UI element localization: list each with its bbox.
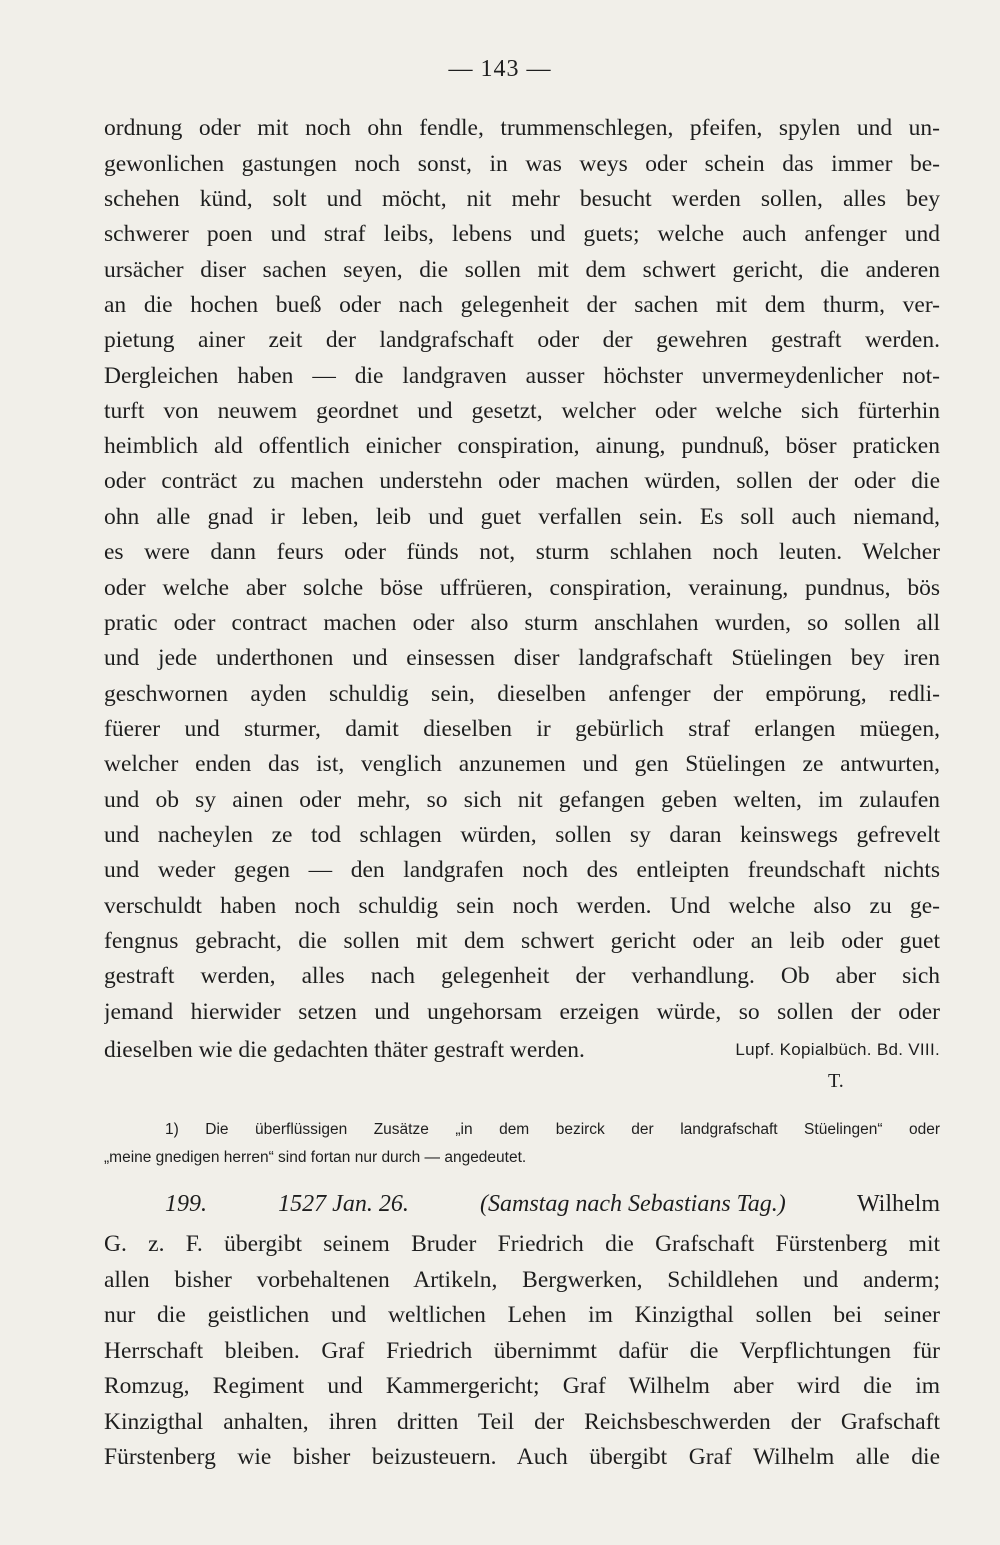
entry-heading: [165, 1188, 940, 1220]
source-reference: Lupf. Kopialbüch. Bd. VIII.: [735, 1040, 940, 1059]
text-line: und weder gegen — den landgrafen noch des entleipten freundschaft nichts: [104, 857, 940, 883]
text-line: ohn alle gnad ir leben, leib und guet verfallen sein. Es soll auch niemand,: [104, 504, 940, 530]
footnote-line: „meine gnedigen herren“ sind fortan nur durch — angedeutet.: [104, 1149, 527, 1166]
text-line: ursächer diser sachen seyen, die sollen mit dem schwert gericht, die anderen: [104, 257, 940, 283]
text-line: Kinzigthal anhalten, ihren dritten Teil der Reichsbeschwerden der Grafschaft: [104, 1409, 940, 1435]
text-line: verschuldt haben noch schuldig sein noch werden. Und welche also zu ge-: [104, 893, 940, 919]
text-line: gestraft werden, alles nach gelegenheit der verhandlung. Ob aber sich: [104, 963, 940, 989]
text-line: allen bisher vorbehaltenen Artikeln, Bergwerken, Schildlehen und anderm;: [104, 1267, 940, 1293]
text-line: es were dann feurs oder fünds not, sturm schlahen noch leuten. Welcher: [104, 539, 940, 565]
text-line: schwerer poen und straf leibs, lebens und guets; welche auch anfenger und: [104, 221, 940, 247]
text-line: welcher enden das ist, venglich anzunemen und gen Stüelingen ze antwurten,: [104, 751, 940, 777]
text-line: Romzug, Regiment und Kammergericht; Graf Wilhelm aber wird die im: [104, 1373, 940, 1399]
text-line-with-source: [104, 1035, 940, 1065]
entry-day: (Samstag nach Sebastians Tag.): [480, 1191, 786, 1217]
text-line: ordnung oder mit noch ohn fendle, trummenschlegen, pfeifen, spylen und un-: [104, 115, 940, 141]
text-line: nur die geistlichen und weltlichen Lehen im Kinzigthal sollen bei seiner: [104, 1302, 940, 1328]
text-line: fengnus gebracht, die sollen mit dem schwert gericht oder an leib oder guet: [104, 928, 940, 954]
text-line: oder conträct zu machen understehn oder machen würden, sollen der oder die: [104, 468, 940, 494]
text-line: gewonlichen gastungen noch sonst, in was weys oder schein das immer be-: [104, 151, 940, 177]
text-line: Dergleichen haben — die landgraven ausser höchster unvermeydenlicher not-: [104, 363, 940, 389]
text-line: pietung ainer zeit der landgrafschaft oder der gewehren gestraft werden.: [104, 327, 940, 353]
entry-first-word: Wilhelm: [856, 1191, 940, 1217]
text-line: Fürstenberg wie bisher beizusteuern. Auch übergibt Graf Wilhelm alle die: [104, 1444, 940, 1470]
text-line: pratic oder contract machen oder also sturm anschlahen wurden, so sollen all: [104, 610, 940, 636]
text-line: und jede underthonen und einsessen diser landgrafschaft Stüelingen bey iren: [104, 645, 940, 671]
editor-initial: T.: [828, 1070, 844, 1092]
text-line: und ob sy ainen oder mehr, so sich nit gefangen geben welten, im zulaufen: [104, 787, 940, 813]
text-line: füerer und sturmer, damit dieselben ir gebürlich straf erlangen müegen,: [104, 716, 940, 742]
footnote-line: 1) Die überflüssigen Zusätze „in dem bezirck der landgrafschaft Stüelingen“ oder: [165, 1121, 940, 1138]
text-line: jemand hierwider setzen und ungehorsam erzeigen würde, so sollen der oder: [104, 999, 940, 1025]
text-line: schehen künd, solt und möcht, nit mehr besucht werden sollen, alles bey: [104, 186, 940, 212]
text-line: und nacheylen ze tod schlagen würden, sollen sy daran keinswegs gefrevelt: [104, 822, 940, 848]
text-line: dieselben wie die gedachten thäter gestraft werden.: [104, 1037, 585, 1063]
text-line: oder welche aber solche böse uffrüeren, conspiration, verainung, pundnus, bös: [104, 575, 940, 601]
text-line: heimblich ald offentlich einicher conspiration, ainung, pundnuß, böser praticken: [104, 433, 940, 459]
entry-number: 199.: [165, 1191, 207, 1217]
text-line: Herrschaft bleiben. Graf Friedrich übernimmt dafür die Verpflichtungen für: [104, 1338, 940, 1364]
text-line: an die hochen bueß oder nach gelegenheit der sachen mit dem thurm, ver-: [104, 292, 940, 318]
text-line: G. z. F. übergibt seinem Bruder Friedrich die Grafschaft Fürstenberg mit: [104, 1231, 940, 1257]
entry-date: 1527 Jan. 26.: [278, 1191, 409, 1217]
text-line: turft von neuwem geordnet und gesetzt, welcher oder welche sich fürterhin: [104, 398, 940, 424]
text-line: geschwornen ayden schuldig sein, dieselben anfenger der empörung, redli-: [104, 681, 940, 707]
page-number: — 143 —: [448, 56, 552, 82]
